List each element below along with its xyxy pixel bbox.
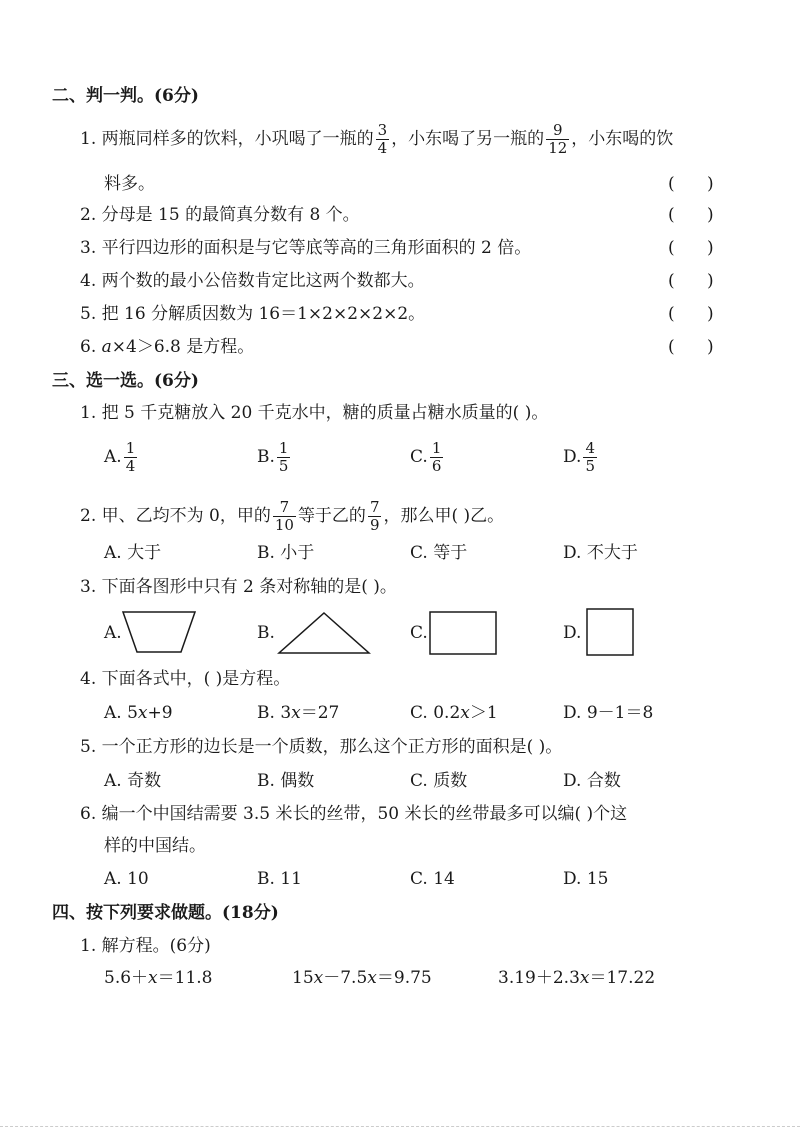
judge-q6-answer-box[interactable]: ( ) — [668, 337, 714, 357]
choice-q5-option-d[interactable]: D. 合数 — [563, 771, 621, 791]
frac-denominator: 4 — [125, 457, 136, 475]
expr-pre: 3 — [280, 703, 292, 723]
choice-q2-part1: 2. 甲、乙均不为 0，甲的 — [80, 506, 271, 526]
frac-numerator: 9 — [546, 122, 569, 140]
judge-q5: 5. 把 16 分解质因数为 16＝1×2×2×2×2。 — [80, 304, 426, 324]
solve-equations-heading: 1. 解方程。(6分) — [80, 936, 211, 956]
choice-q5-option-a[interactable]: A. 奇数 — [104, 771, 162, 791]
option-label: A. — [104, 703, 122, 723]
judge-q6-text: ×4＞6.8 是方程。 — [111, 337, 255, 357]
frac-numerator: 1 — [431, 439, 442, 457]
judge-q5-answer-box[interactable]: ( ) — [668, 304, 714, 324]
choice-q2-option-d[interactable]: D. 不大于 — [563, 543, 638, 563]
choice-q2 — [80, 499, 504, 534]
frac-numerator: 3 — [377, 121, 388, 139]
option-label: A. — [104, 447, 122, 467]
trapezoid-shape — [121, 610, 197, 654]
frac-numerator: 4 — [585, 439, 595, 457]
expr-pre: 5 — [127, 703, 138, 723]
choice-q5-option-c[interactable]: C. 质数 — [410, 771, 468, 791]
choice-q4: 4. 下面各式中，( )是方程。 — [80, 669, 291, 689]
variable-x: x — [313, 968, 324, 988]
choice-q1-option-d[interactable] — [563, 440, 599, 475]
choice-q4-option-a[interactable] — [104, 701, 173, 725]
judge-q6 — [80, 335, 254, 359]
option-label: C. — [410, 703, 428, 723]
choice-q1: 1. 把 5 千克糖放入 20 千克水中，糖的质量占糖水质量的( )。 — [80, 403, 549, 423]
equation-2 — [292, 966, 432, 990]
page-bottom-rule — [0, 1126, 800, 1127]
choice-q2-part2: 等于乙的 — [297, 506, 366, 526]
choice-q2-option-c[interactable]: C. 等于 — [410, 543, 468, 563]
judge-q6-num: 6. — [80, 337, 97, 357]
eq-pre: 3.19＋2.3 — [498, 968, 580, 988]
expr-pre: 0.2 — [433, 703, 461, 723]
variable-x: x — [291, 703, 301, 723]
variable-x: x — [148, 968, 158, 988]
choice-q1-option-b[interactable] — [257, 440, 292, 475]
choice-q6-option-b[interactable]: B. 11 — [257, 869, 302, 889]
choice-q4-option-b[interactable] — [257, 701, 339, 725]
choice-q6-option-a[interactable]: A. 10 — [104, 869, 149, 889]
frac-numerator: 7 — [369, 498, 380, 516]
eq-pre: 15 — [292, 968, 314, 988]
option-label: B. — [257, 447, 275, 467]
frac-denominator: 6 — [431, 457, 442, 475]
choice-q3-option-c[interactable]: C. — [410, 623, 428, 643]
choice-q2-part3: ，那么甲( )乙。 — [383, 506, 505, 526]
frac-numerator: 1 — [278, 439, 289, 457]
eq-post: ＝11.8 — [157, 968, 213, 988]
fraction-7-10 — [273, 499, 296, 534]
frac-denominator: 9 — [369, 516, 380, 534]
eq-mid: －7.5 — [323, 968, 368, 988]
choice-q1-option-c[interactable] — [410, 440, 445, 475]
fraction-7-9 — [368, 499, 382, 534]
judge-q1-answer-box[interactable]: ( ) — [668, 174, 714, 194]
fraction-3-4 — [376, 122, 390, 157]
square-shape — [585, 607, 635, 657]
expr-post: ＝27 — [300, 703, 340, 723]
choice-q1-option-a[interactable] — [104, 440, 139, 475]
choice-q3-option-d[interactable]: D. — [563, 623, 582, 643]
option-label: B. — [257, 703, 275, 723]
choice-q6-option-d[interactable]: D. 15 — [563, 869, 609, 889]
eq-post: ＝9.75 — [376, 968, 432, 988]
fraction-option — [583, 440, 597, 475]
expr-pre: 9－1＝8 — [586, 703, 654, 723]
variable-a: a — [101, 337, 112, 357]
judge-q1-text-part1: 两瓶同样多的饮料，小巩喝了一瓶的 — [101, 129, 374, 149]
frac-denominator: 12 — [548, 139, 568, 157]
judge-q4-answer-box[interactable]: ( ) — [668, 271, 714, 291]
fraction-9-12 — [546, 122, 569, 157]
frac-denominator: 10 — [274, 516, 294, 534]
judge-q2: 2. 分母是 15 的最简真分数有 8 个。 — [80, 205, 360, 225]
section2-title: 二、判一判。(6分) — [52, 86, 199, 106]
choice-q4-option-d[interactable] — [563, 701, 653, 725]
judge-q3-answer-box[interactable]: ( ) — [668, 238, 714, 258]
fraction-option — [430, 440, 444, 475]
expr-post: +9 — [147, 703, 173, 723]
choice-q5-option-b[interactable]: B. 偶数 — [257, 771, 315, 791]
judge-q1-line2: 料多。 — [104, 174, 155, 194]
equation-1 — [104, 966, 213, 990]
choice-q6-line1: 6. 编一个中国结需要 3.5 米长的丝带，50 米长的丝带最多可以编( )个这 — [80, 804, 628, 824]
choice-q3-option-a[interactable]: A. — [104, 623, 122, 643]
fraction-option — [277, 440, 291, 475]
variable-x: x — [579, 968, 590, 988]
rectangle-shape — [428, 610, 498, 656]
equation-3 — [498, 966, 655, 990]
section4-title: 四、按下列要求做题。(18分) — [52, 903, 279, 923]
choice-q6-line2: 样的中国结。 — [104, 836, 206, 856]
frac-denominator: 4 — [377, 139, 388, 157]
choice-q3: 3. 下面各图形中只有 2 条对称轴的是( )。 — [80, 577, 397, 597]
option-label: D. — [563, 447, 582, 467]
choice-q2-option-b[interactable]: B. 小于 — [257, 543, 315, 563]
judge-q4: 4. 两个数的最小公倍数肯定比这两个数都大。 — [80, 271, 425, 291]
frac-denominator: 5 — [278, 457, 289, 475]
expr-post: ＞1 — [469, 703, 498, 723]
choice-q2-option-a[interactable]: A. 大于 — [104, 543, 162, 563]
frac-numerator: 7 — [273, 499, 296, 517]
fraction-option — [124, 440, 138, 475]
judge-q1-text-part2: ，小东喝了另一瓶的 — [391, 129, 545, 149]
judge-q1-num: 1. — [80, 129, 97, 149]
eq-pre: 5.6＋ — [104, 968, 149, 988]
section3-title: 三、选一选。(6分) — [52, 371, 199, 391]
judge-q2-answer-box[interactable]: ( ) — [668, 205, 714, 225]
choice-q5: 5. 一个正方形的边长是一个质数，那么这个正方形的面积是( )。 — [80, 737, 563, 757]
choice-q3-option-b[interactable]: B. — [257, 623, 275, 643]
frac-numerator: 1 — [125, 439, 136, 457]
frac-denominator: 5 — [585, 457, 595, 475]
variable-x: x — [367, 968, 377, 988]
variable-x: x — [137, 703, 148, 723]
option-label: C. — [410, 447, 428, 467]
eq-post: ＝17.22 — [589, 968, 656, 988]
judge-q3: 3. 平行四边形的面积是与它等底等高的三角形面积的 2 倍。 — [80, 238, 532, 258]
choice-q4-option-c[interactable] — [410, 701, 498, 725]
triangle-shape — [276, 610, 372, 656]
variable-x: x — [460, 703, 470, 723]
choice-q6-option-c[interactable]: C. 14 — [410, 869, 455, 889]
option-label: D. — [563, 703, 582, 723]
judge-q1-text-part3: ，小东喝的饮 — [571, 129, 674, 149]
judge-q1 — [80, 122, 673, 157]
